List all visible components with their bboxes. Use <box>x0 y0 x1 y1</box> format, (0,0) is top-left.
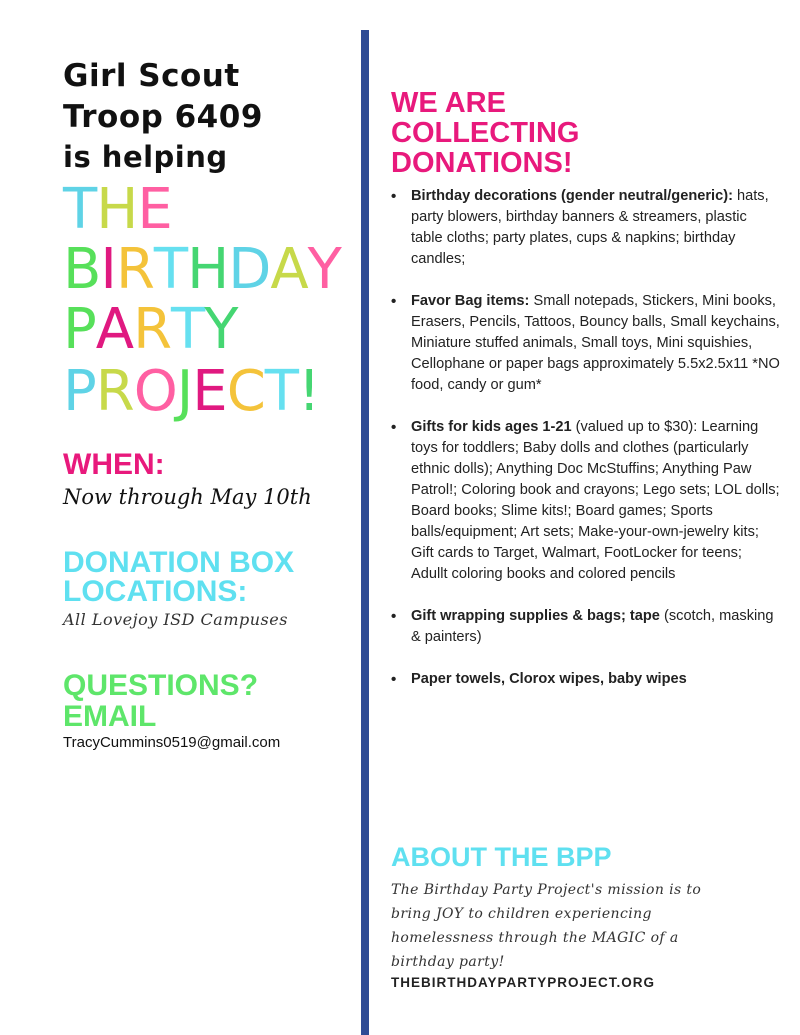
item-text: Small notepads, Stickers, Mini books, Erasers, Pencils, Tattoos, Bouncy balls, Small keychains, Miniature stuffed animals, Small toys, Mini squishies, Cellophane or paper bags approximately 5.5x2.5x11 *NO food, candy or gum* <box>411 293 780 393</box>
title-letter: H <box>187 237 229 302</box>
title-line-the <box>63 177 172 242</box>
troop-number-heading: Troop 6409 <box>63 99 263 135</box>
title-line-project <box>63 359 320 424</box>
donation-heading-line2: LOCATIONS: <box>63 575 248 608</box>
is-helping-heading: is helping <box>63 140 228 174</box>
title-letter: P <box>63 297 96 362</box>
when-heading: WHEN: <box>63 448 165 481</box>
collecting-line2: COLLECTING <box>391 117 580 149</box>
donation-items-list <box>391 186 781 690</box>
item-title: Gift wrapping supplies & bags; tape <box>411 608 660 624</box>
contact-email: TracyCummins0519@gmail.com <box>63 734 281 751</box>
item-text: (valued up to $30): Learning toys for toddlers; Baby dolls and clothes (particularly ethnic dolls); Anything Doc McStuffins; Anything Paw Patrol!; Coloring book and crayons; Lego sets; LOL dolls; Board books; Slime kits!; Board games; Sports balls/equipment; Art sets; Make-your-own-jewelry kits; Gift cards to Target, Walmart, FootLocker for teens; Adullt coloring books and colored pencils <box>411 419 780 582</box>
title-letter: I <box>100 237 116 302</box>
list-item <box>391 186 781 270</box>
collecting-line1: WE ARE <box>391 87 506 119</box>
donation-box-heading <box>63 548 294 606</box>
title-letter: J <box>176 359 193 424</box>
title-letter: T <box>153 237 188 302</box>
title-line-birthday <box>63 237 341 302</box>
title-letter: T <box>264 359 299 424</box>
title-letter: O <box>133 359 177 424</box>
about-heading: ABOUT THE BPP <box>391 842 612 872</box>
donation-heading-line1: DONATION BOX <box>63 546 295 579</box>
title-letter: H <box>96 177 138 242</box>
item-title: Paper towels, Clorox wipes, baby wipes <box>411 671 687 687</box>
item-text: hats, party blowers, birthday banners & streamers, plastic table cloths; party plates, cups & napkins; birthday candles; <box>411 188 769 267</box>
title-letter: R <box>133 297 172 362</box>
website-link[interactable]: THEBIRTHDAYPARTYPROJECT.ORG <box>391 975 656 990</box>
item-title: Gifts for kids ages 1-21 <box>411 419 572 435</box>
list-item <box>391 669 781 690</box>
title-letter: R <box>115 237 154 302</box>
title-letter: A <box>95 297 134 362</box>
collecting-line3: DONATIONS! <box>391 147 573 179</box>
right-column <box>385 0 785 1035</box>
collecting-heading <box>391 88 580 178</box>
list-item <box>391 417 781 585</box>
title-letter: T <box>63 177 97 242</box>
title-letter: T <box>171 297 205 362</box>
questions-heading-line1: QUESTIONS? <box>63 669 259 702</box>
item-title: Birthday decorations (gender neutral/generic): <box>411 188 733 204</box>
title-letter: Y <box>204 297 238 362</box>
girl-scout-heading: Girl Scout <box>63 58 240 94</box>
list-item <box>391 606 781 648</box>
title-letter: Y <box>307 237 341 302</box>
title-letter: E <box>192 359 227 424</box>
questions-heading <box>63 670 258 732</box>
vertical-divider <box>361 30 369 1035</box>
title-letter: A <box>270 237 308 302</box>
questions-heading-line2: EMAIL <box>63 700 157 733</box>
about-mission-text: The Birthday Party Project's mission is to bring JOY to children experiencing homelessness through the MAGIC of a birthday party! <box>391 882 702 970</box>
title-letter: E <box>137 177 172 242</box>
when-dates: Now through May 10th <box>63 485 312 509</box>
item-title: Favor Bag items: <box>411 293 530 309</box>
title-letter: B <box>63 237 101 302</box>
title-letter: ! <box>298 359 320 424</box>
list-item <box>391 291 781 396</box>
title-letter: C <box>226 359 265 424</box>
donation-locations: All Lovejoy ISD Campuses <box>63 610 288 629</box>
item-text: (scotch, masking & painters) <box>411 608 774 645</box>
title-letter: P <box>63 359 96 424</box>
title-letter: D <box>228 237 271 302</box>
title-line-party <box>63 297 238 362</box>
title-letter: R <box>95 359 134 424</box>
left-column <box>0 0 350 1035</box>
